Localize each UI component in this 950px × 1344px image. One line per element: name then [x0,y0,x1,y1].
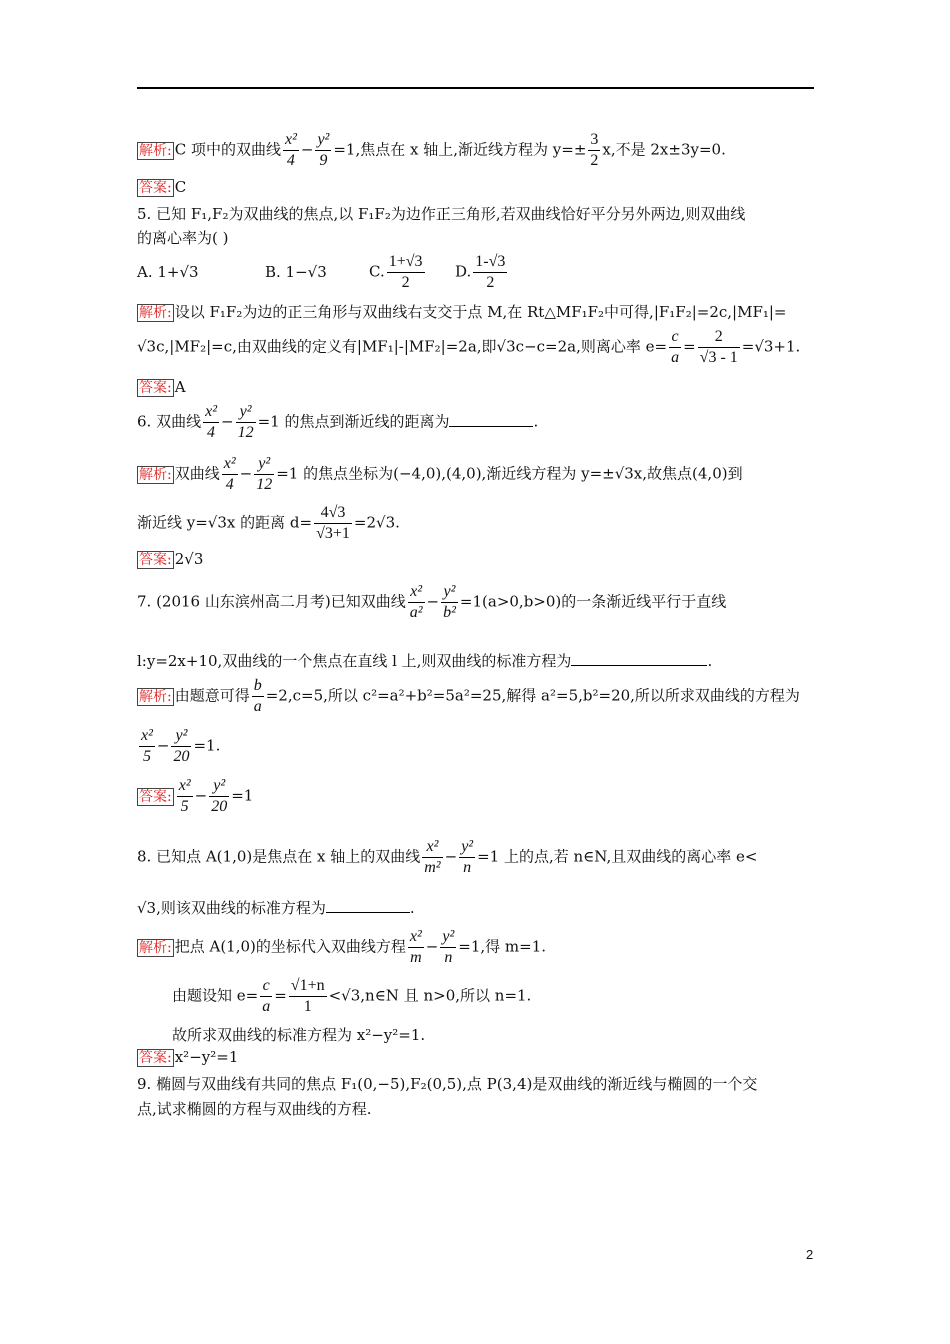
q7-stem-line1: 7. (2016 山东滨州高二月考)已知双曲线 $\frac{\text{x²}}{\text{a²}}$ − $\frac{\text{y²}}{\text{b²}}$ =1(a>0,b>0)的一条渐近线平行于直线 [137,583,727,621]
analysis-tag: 解析: [139,142,172,159]
fraction: $\frac{\text{x²}}{\text{a²}}$ [409,583,423,621]
q5-stem-line1: 5. 已知 F₁,F₂为双曲线的焦点,以 F₁F₂为边作正三角形,若双曲线恰好平分另外两边,则双曲线 [137,205,746,223]
analysis-tag: 解析: [139,305,172,321]
q4-answer: 答案: C [139,178,187,196]
analysis-tag: 解析: [139,688,172,705]
q5-stem-line2: 的离心率为( ) [137,229,229,247]
header-rule [137,87,814,89]
q4-analysis-text: C 项中的双曲线 [174,140,281,159]
q7-answer: 答案: $\frac{\text{x²}}{5}$ − $\frac{\text{y²}}{20}$ =1 [139,777,254,815]
q6-answer: 答案: 2√3 [139,550,204,568]
q7-stem-line2: l:y=2x+10,双曲线的一个焦点在直线 l 上,则双曲线的标准方程为 . [137,652,713,670]
q6-analysis-line2: 渐近线 y=√3x 的距离 d= $\frac{4√3}{√3+1}$ =2√3. [137,504,400,542]
q4-analysis: 解析: C 项中的双曲线 $\frac{\text{x²}}{4}$ − $\frac{\text{y²}}{9}$ =1,焦点在 x 轴上,渐近线方程为 y=± $\frac{3}{2}$ x,不是 2x±3y=0. [139,131,726,169]
answer-tag: 答案: [139,552,172,568]
answer-tag: 答案: [139,788,172,805]
q8-analysis-line3: 故所求双曲线的标准方程为 x²−y²=1. [172,1026,426,1044]
q8-stem-line2: √3,则该双曲线的标准方程为 . [137,899,415,917]
fraction: $\frac{\text{y²}}{20}$ [211,777,228,815]
q5-analysis-line2: √3c,|MF₂|=c,由双曲线的定义有|MF₁|-|MF₂|=2a,即√3c−c=2a,则离心率 e= $\frac{c}{a}$ = $\frac{2}{√3 - 1}$ =√3+1. [137,328,801,366]
q5-answer: 答案: A [139,378,186,396]
fraction: $\frac{\text{x²}}{4}$ [223,455,236,493]
q7-analysis-line2: $\frac{\text{x²}}{5}$ − $\frac{\text{y²}}{20}$ =1. [141,727,221,765]
fraction: $\frac{2}{√3 - 1}$ [699,328,738,366]
q6-analysis-line1: 解析: 双曲线 $\frac{\text{x²}}{4}$ − $\frac{\text{y²}}{12}$ =1 的焦点坐标为(−4,0),(4,0),渐近线方程为 y=±√3x,故焦点(4,0)到 [139,455,743,493]
fraction: $\frac{\text{y²}}{12}$ [237,403,254,441]
fraction: $\frac{c}{a}$ [262,977,271,1015]
q8-stem-line1: 8. 已知点 A(1,0)是焦点在 x 轴上的双曲线 $\frac{\text{x²}}{\text{m²}}$ − $\frac{\text{y²}}{n}$ =1 上的点,若 n∈N,且双曲线的离心率 e< [137,838,758,876]
answer-blank [449,412,533,427]
analysis-tag: 解析: [139,939,172,956]
fraction: $\frac{\text{x²}}{m}$ [409,928,422,966]
fraction: $\frac{\text{y²}}{12}$ [256,455,273,493]
fraction: $\frac{c}{a}$ [671,328,680,366]
analysis-tag: 解析: [139,466,172,483]
answer-tag: 答案: [139,380,172,396]
q5-option-b: B. 1−√3 [265,263,327,281]
fraction: $\frac{3}{2}$ [590,131,599,169]
q6-stem: 6. 双曲线 $\frac{\text{x²}}{4}$ − $\frac{\text{y²}}{12}$ =1 的焦点到渐近线的距离为 . [137,403,539,441]
fraction: $\frac{\text{y²}}{n}$ [461,838,474,876]
q5-analysis-line1: 解析: 设以 F₁F₂为边的正三角形与双曲线右支交于点 M,在 Rt△MF₁F₂中可得,|F₁F₂|=2c,|MF₁|= [139,303,787,321]
q8-answer: 答案: x²−y²=1 [139,1048,239,1066]
fraction: $\frac{\text{y²}}{20}$ [173,727,190,765]
answer-tag: 答案: [139,1050,172,1066]
q9-stem-line2: 点,试求椭圆的方程与双曲线的方程. [137,1100,372,1118]
page-number: 2 [806,1247,814,1262]
q5-option-a: A. 1+√3 [137,263,199,281]
fraction: $\frac{\text{y²}}{9}$ [317,131,330,169]
q8-analysis-line2: 由题设知 e= $\frac{c}{a}$ = $\frac{√1+n}{1}$ <√3,n∈N 且 n>0,所以 n=1. [172,977,532,1015]
fraction: $\frac{1-√3}{2}$ [475,253,506,291]
q9-stem-line1: 9. 椭圆与双曲线有共同的焦点 F₁(0,−5),F₂(0,5),点 P(3,4)是双曲线的渐近线与椭圆的一个交 [137,1075,758,1093]
answer-tag: 答案: [139,180,172,196]
fraction: $\frac{\text{x²}}{5}$ [141,727,153,765]
fraction: $\frac{\text{x²}}{4}$ [284,131,297,169]
fraction: $\frac{\text{y²}}{\text{b²}}$ [443,583,456,621]
answer-blank [571,651,707,666]
fraction: $\frac{1+√3}{2}$ [388,253,423,291]
q5-option-c: C. $\frac{1+√3}{2}$ [369,253,423,291]
fraction: $\frac{b}{a}$ [253,677,262,715]
q5-option-d: D. $\frac{1-√3}{2}$ [455,253,506,291]
fraction: $\frac{\text{x²}}{4}$ [205,403,217,441]
fraction: $\frac{4√3}{√3+1}$ [316,504,350,542]
q8-analysis-line1: 解析: 把点 A(1,0)的坐标代入双曲线方程 $\frac{\text{x²}}{m}$ − $\frac{\text{y²}}{n}$ =1,得 m=1. [139,928,547,966]
fraction: $\frac{√1+n}{1}$ [290,977,325,1015]
answer-blank [326,898,410,913]
q7-analysis-line1: 解析: 由题意可得 $\frac{b}{a}$ =2,c=5,所以 c²=a²+b²=5a²=25,解得 a²=5,b²=20,所以所求双曲线的方程为 [139,677,800,715]
fraction: $\frac{\text{x²}}{5}$ [178,777,191,815]
fraction: $\frac{\text{y²}}{n}$ [442,928,455,966]
fraction: $\frac{\text{x²}}{\text{m²}}$ [424,838,441,876]
